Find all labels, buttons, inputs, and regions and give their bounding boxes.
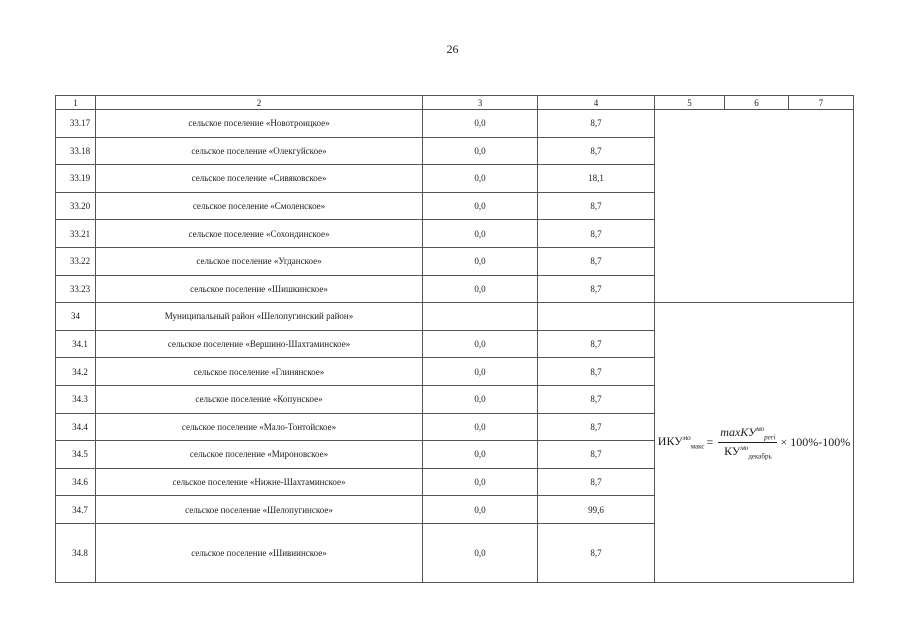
col4-value: 8,7 bbox=[538, 137, 655, 165]
row-number: 34.4 bbox=[56, 413, 96, 441]
row-number: 34.8 bbox=[56, 523, 96, 582]
row-number: 33.18 bbox=[56, 137, 96, 165]
row-number: 34.3 bbox=[56, 385, 96, 413]
col4-value: 8,7 bbox=[538, 220, 655, 248]
col3-value: 0,0 bbox=[423, 413, 538, 441]
settlement-name: сельское поселение «Мироновское» bbox=[96, 441, 423, 469]
settlement-name: сельское поселение «Шишкинское» bbox=[96, 275, 423, 303]
row-number: 34.7 bbox=[56, 496, 96, 524]
merged-empty-cell bbox=[655, 110, 854, 303]
col4-value: 8,7 bbox=[538, 330, 655, 358]
col3-value: 0,0 bbox=[423, 330, 538, 358]
formula-num-sub: peri bbox=[764, 433, 776, 442]
col4-value: 8,7 bbox=[538, 413, 655, 441]
settlement-name: сельское поселение «Смоленское» bbox=[96, 192, 423, 220]
col3-value: 0,0 bbox=[423, 220, 538, 248]
col3-value: 0,0 bbox=[423, 247, 538, 275]
col3-value: 0,0 bbox=[423, 192, 538, 220]
formula-den-sub: декабрь bbox=[748, 452, 772, 461]
col3-value: 0,0 bbox=[423, 441, 538, 469]
col4-value: 8,7 bbox=[538, 358, 655, 386]
formula-lhs-sup: мо bbox=[682, 434, 691, 443]
col4-value: 8,7 bbox=[538, 247, 655, 275]
row-number: 33.20 bbox=[56, 192, 96, 220]
settlement-name: сельское поселение «Вершино-Шахтаминское» bbox=[96, 330, 423, 358]
row-number: 34.1 bbox=[56, 330, 96, 358]
formula-num-sup: мо bbox=[756, 424, 765, 433]
header-cell-3: 3 bbox=[423, 96, 538, 110]
col4-value: 8,7 bbox=[538, 110, 655, 138]
header-cell-7: 7 bbox=[789, 96, 854, 110]
col3-value: 0,0 bbox=[423, 358, 538, 386]
settlement-name: сельское поселение «Новотроицкое» bbox=[96, 110, 423, 138]
formula-equals: = bbox=[706, 435, 714, 450]
formula-numerator: maxКУ bbox=[720, 424, 757, 439]
index-formula bbox=[658, 425, 850, 461]
formula-denominator: КУ bbox=[724, 444, 741, 459]
row-number: 33.19 bbox=[56, 165, 96, 193]
table-row bbox=[56, 303, 854, 331]
settlement-name: сельское поселение «Шивиинское» bbox=[96, 523, 423, 582]
row-number: 34.6 bbox=[56, 468, 96, 496]
settlement-name: сельское поселение «Сохондинское» bbox=[96, 220, 423, 248]
col4-value: 99,6 bbox=[538, 496, 655, 524]
col4-value: 8,7 bbox=[538, 468, 655, 496]
col4-value: 8,7 bbox=[538, 275, 655, 303]
col4-value: 18,1 bbox=[538, 165, 655, 193]
col3-value: 0,0 bbox=[423, 496, 538, 524]
col3-value: 0,0 bbox=[423, 275, 538, 303]
settlement-name: сельское поселение «Мало-Тонтойское» bbox=[96, 413, 423, 441]
settlement-name: сельское поселение «Шелопугинское» bbox=[96, 496, 423, 524]
row-number: 33.21 bbox=[56, 220, 96, 248]
header-cell-5: 5 bbox=[655, 96, 725, 110]
header-cell-2: 2 bbox=[96, 96, 423, 110]
settlement-name: сельское поселение «Нижне-Шахтаминское» bbox=[96, 468, 423, 496]
header-row bbox=[56, 96, 854, 110]
row-number: 34 bbox=[56, 303, 96, 331]
district-name: Муниципальный район «Шелопугинский район» bbox=[96, 303, 423, 331]
formula-lhs: ИКУ bbox=[657, 434, 683, 449]
col4-value: 8,7 bbox=[538, 385, 655, 413]
col3-value: 0,0 bbox=[423, 523, 538, 582]
settlement-name: сельское поселение «Копунское» bbox=[96, 385, 423, 413]
col3-value: 0,0 bbox=[423, 165, 538, 193]
col3-value: 0,0 bbox=[423, 385, 538, 413]
col4-value bbox=[538, 303, 655, 331]
header-cell-4: 4 bbox=[538, 96, 655, 110]
row-number: 34.5 bbox=[56, 441, 96, 469]
col3-value: 0,0 bbox=[423, 137, 538, 165]
formula-fraction bbox=[718, 425, 777, 461]
col3-value: 0,0 bbox=[423, 110, 538, 138]
settlement-name: сельское поселение «Угданское» bbox=[96, 247, 423, 275]
table-row bbox=[56, 110, 854, 138]
formula-lhs-sub: макс bbox=[690, 442, 705, 451]
formula-cell bbox=[655, 303, 854, 583]
col4-value: 8,7 bbox=[538, 192, 655, 220]
col4-value: 8,7 bbox=[538, 441, 655, 469]
formula-tail: × 100%-100% bbox=[780, 435, 851, 450]
row-number: 33.23 bbox=[56, 275, 96, 303]
col4-value: 8,7 bbox=[538, 523, 655, 582]
settlement-name: сельское поселение «Олекгуйское» bbox=[96, 137, 423, 165]
settlement-name: сельское поселение «Сивяковское» bbox=[96, 165, 423, 193]
settlement-name: сельское поселение «Глинянское» bbox=[96, 358, 423, 386]
header-cell-6: 6 bbox=[725, 96, 789, 110]
data-table bbox=[55, 95, 854, 583]
row-number: 33.17 bbox=[56, 110, 96, 138]
col3-value: 0,0 bbox=[423, 468, 538, 496]
col3-value bbox=[423, 303, 538, 331]
row-number: 33.22 bbox=[56, 247, 96, 275]
formula-den-sup: мо bbox=[740, 444, 749, 453]
header-cell-1: 1 bbox=[56, 96, 96, 110]
page-number: 26 bbox=[446, 42, 459, 56]
row-number: 34.2 bbox=[56, 358, 96, 386]
